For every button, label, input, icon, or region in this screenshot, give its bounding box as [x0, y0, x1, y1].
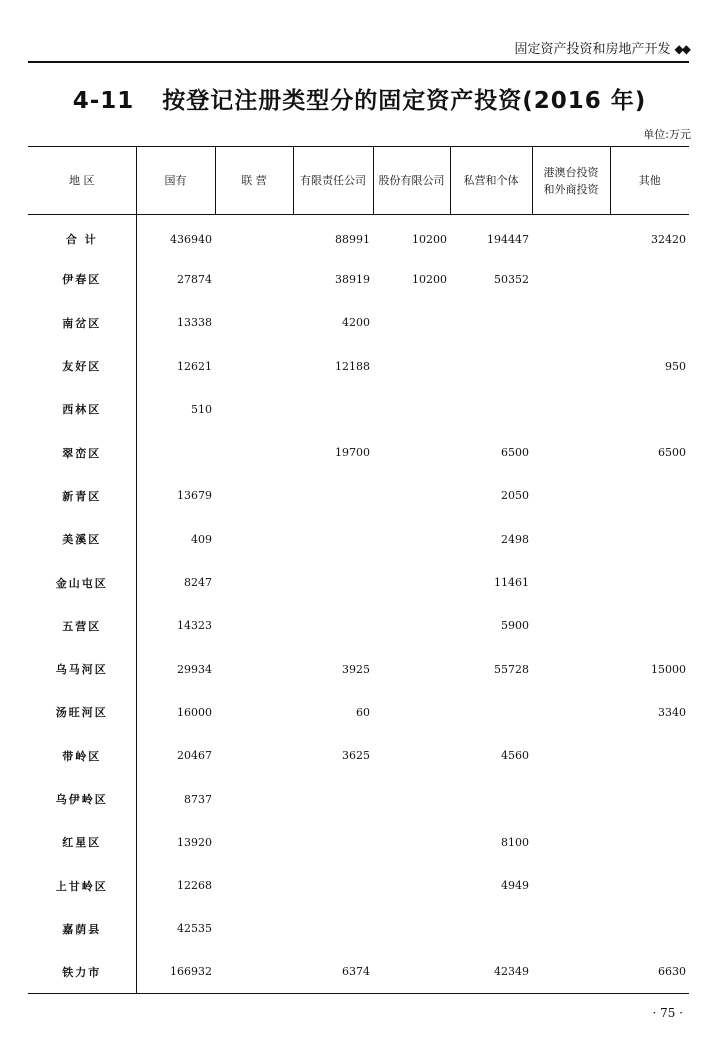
value-cell	[610, 864, 689, 907]
table-row	[28, 734, 689, 777]
value-cell	[610, 258, 689, 301]
value-cell: 194447	[487, 232, 529, 246]
region-cell: 友好区	[28, 344, 136, 387]
value-cell	[373, 734, 450, 777]
value-cell	[293, 864, 373, 907]
value-cell: 4560	[501, 749, 529, 763]
diamond-ornament-icon: ◆◆	[674, 42, 689, 56]
value-cell: 12268	[177, 879, 212, 893]
table-row	[28, 907, 689, 950]
value-cell	[215, 821, 293, 864]
value-cell	[373, 864, 450, 907]
table-row	[28, 518, 689, 561]
value-cell	[532, 431, 610, 474]
region-cell: 带岭区	[28, 734, 136, 777]
region-cell: 西林区	[28, 388, 136, 431]
region-cell: 南岔区	[28, 301, 136, 344]
table-row	[28, 864, 689, 907]
value-cell	[532, 864, 610, 907]
page-title	[0, 82, 719, 115]
value-cell: 42535	[177, 922, 212, 936]
column-header: 联 营	[215, 147, 293, 215]
value-cell	[215, 734, 293, 777]
value-cell	[215, 647, 293, 690]
value-cell	[532, 561, 610, 604]
value-cell	[293, 561, 373, 604]
value-cell	[215, 951, 293, 994]
value-cell	[136, 431, 215, 474]
value-cell: 5900	[501, 619, 529, 633]
value-cell	[215, 518, 293, 561]
page-number: · 75 ·	[652, 1006, 683, 1020]
value-cell: 10200	[412, 272, 447, 286]
value-cell	[532, 301, 610, 344]
value-cell	[215, 388, 293, 431]
value-cell: 6500	[501, 446, 529, 460]
value-cell: 2050	[501, 489, 529, 503]
value-cell	[215, 561, 293, 604]
value-cell	[532, 215, 610, 258]
value-cell: 6630	[610, 951, 689, 994]
value-cell: 12621	[177, 359, 212, 373]
value-cell	[215, 777, 293, 820]
value-cell	[373, 344, 450, 387]
table-row	[28, 821, 689, 864]
region-cell: 嘉荫县	[28, 907, 136, 950]
value-cell	[610, 734, 689, 777]
value-cell: 3925	[342, 662, 370, 676]
region-cell: 金山屯区	[28, 561, 136, 604]
running-head	[28, 38, 689, 63]
value-cell: 32420	[651, 232, 686, 246]
value-cell	[610, 777, 689, 820]
value-cell	[532, 647, 610, 690]
table-row	[28, 777, 689, 820]
value-cell: 27874	[177, 272, 212, 286]
value-cell	[532, 821, 610, 864]
value-cell	[215, 691, 293, 734]
value-cell: 3340	[658, 705, 686, 719]
value-cell: 4949	[501, 879, 529, 893]
value-cell	[215, 301, 293, 344]
value-cell	[215, 907, 293, 950]
value-cell: 6500	[658, 446, 686, 460]
value-cell	[215, 344, 293, 387]
column-header: 地 区	[28, 147, 136, 215]
column-header: 有限责任公司	[293, 147, 373, 215]
value-cell	[450, 344, 532, 387]
value-cell: 15000	[651, 662, 686, 676]
table-row	[28, 431, 689, 474]
value-cell: 8737	[184, 792, 212, 806]
value-cell	[450, 691, 532, 734]
value-cell: 29934	[177, 662, 212, 676]
value-cell: 436940	[170, 232, 212, 246]
unit-label: 单位:万元	[643, 128, 691, 141]
value-cell	[293, 604, 373, 647]
table-row	[28, 215, 689, 258]
value-cell	[610, 518, 689, 561]
table-row	[28, 258, 689, 301]
value-cell: 166932	[136, 951, 215, 994]
region-cell: 上甘岭区	[28, 864, 136, 907]
value-cell	[450, 777, 532, 820]
table-body	[28, 215, 689, 994]
value-cell: 13679	[177, 489, 212, 503]
value-cell	[532, 777, 610, 820]
value-cell: 12188	[335, 359, 370, 373]
value-cell: 10200	[412, 232, 447, 246]
value-cell: 13338	[177, 316, 212, 330]
value-cell	[610, 821, 689, 864]
value-cell	[215, 258, 293, 301]
value-cell	[373, 518, 450, 561]
region-cell: 乌伊岭区	[28, 777, 136, 820]
value-cell	[215, 474, 293, 517]
value-cell	[215, 864, 293, 907]
table-row	[28, 691, 689, 734]
value-cell	[373, 647, 450, 690]
value-cell	[610, 561, 689, 604]
value-cell	[610, 388, 689, 431]
value-cell	[373, 907, 450, 950]
value-cell	[373, 474, 450, 517]
value-cell	[373, 821, 450, 864]
region-cell: 红星区	[28, 821, 136, 864]
value-cell: 3625	[342, 749, 370, 763]
value-cell	[373, 604, 450, 647]
value-cell: 4200	[342, 316, 370, 330]
value-cell: 42349	[450, 951, 532, 994]
region-cell: 汤旺河区	[28, 691, 136, 734]
value-cell: 14323	[177, 619, 212, 633]
table-row	[28, 561, 689, 604]
table-row	[28, 474, 689, 517]
table-row	[28, 388, 689, 431]
value-cell	[215, 604, 293, 647]
running-head-text: 固定资产投资和房地产开发	[514, 42, 671, 57]
value-cell: 2498	[501, 532, 529, 546]
value-cell	[532, 951, 610, 994]
table-row	[28, 301, 689, 344]
value-cell: 50352	[494, 272, 529, 286]
region-cell: 合 计	[28, 215, 136, 258]
investment-table	[28, 146, 689, 994]
value-cell: 8100	[501, 835, 529, 849]
region-cell: 伊春区	[28, 258, 136, 301]
value-cell: 55728	[494, 662, 529, 676]
value-cell: 950	[665, 359, 686, 373]
value-cell	[215, 431, 293, 474]
table-title-text: 按登记注册类型分的固定资产投资(2016 年)	[162, 88, 647, 114]
value-cell	[293, 777, 373, 820]
value-cell	[450, 301, 532, 344]
value-cell: 6374	[293, 951, 373, 994]
table-header-row	[28, 147, 689, 215]
value-cell	[373, 561, 450, 604]
column-header: 股份有限公司	[373, 147, 450, 215]
value-cell	[610, 604, 689, 647]
value-cell	[373, 691, 450, 734]
value-cell	[532, 734, 610, 777]
value-cell: 88991	[335, 232, 370, 246]
value-cell	[450, 388, 532, 431]
column-header: 港澳台投资 和外商投资	[532, 147, 610, 215]
value-cell	[293, 388, 373, 431]
value-cell	[293, 518, 373, 561]
value-cell: 409	[191, 532, 212, 546]
value-cell	[532, 518, 610, 561]
value-cell: 20467	[177, 749, 212, 763]
value-cell	[610, 907, 689, 950]
value-cell: 13920	[177, 835, 212, 849]
value-cell: 16000	[177, 705, 212, 719]
value-cell	[373, 431, 450, 474]
table-row	[28, 604, 689, 647]
value-cell: 510	[191, 402, 212, 416]
value-cell	[610, 301, 689, 344]
value-cell: 38919	[335, 272, 370, 286]
table-row	[28, 647, 689, 690]
table-row	[28, 951, 689, 994]
region-cell: 乌马河区	[28, 647, 136, 690]
value-cell	[293, 907, 373, 950]
table-row	[28, 344, 689, 387]
region-cell: 铁力市	[28, 951, 136, 994]
value-cell: 19700	[335, 446, 370, 460]
value-cell	[532, 388, 610, 431]
region-cell: 五营区	[28, 604, 136, 647]
value-cell	[610, 474, 689, 517]
region-cell: 翠峦区	[28, 431, 136, 474]
value-cell	[532, 258, 610, 301]
region-cell: 美溪区	[28, 518, 136, 561]
value-cell	[532, 691, 610, 734]
column-header: 私营和个体	[450, 147, 532, 215]
table-number: 4-11	[72, 88, 135, 114]
value-cell	[532, 907, 610, 950]
value-cell	[373, 301, 450, 344]
value-cell	[373, 777, 450, 820]
value-cell	[450, 907, 532, 950]
column-header: 其他	[610, 147, 689, 215]
value-cell	[532, 604, 610, 647]
column-header: 国有	[136, 147, 215, 215]
value-cell	[373, 951, 450, 994]
value-cell	[293, 821, 373, 864]
value-cell	[532, 344, 610, 387]
value-cell	[532, 474, 610, 517]
region-cell: 新青区	[28, 474, 136, 517]
value-cell	[215, 215, 293, 258]
value-cell	[293, 474, 373, 517]
value-cell	[373, 388, 450, 431]
value-cell: 60	[356, 705, 370, 719]
value-cell: 8247	[184, 576, 212, 590]
value-cell: 11461	[494, 576, 529, 590]
